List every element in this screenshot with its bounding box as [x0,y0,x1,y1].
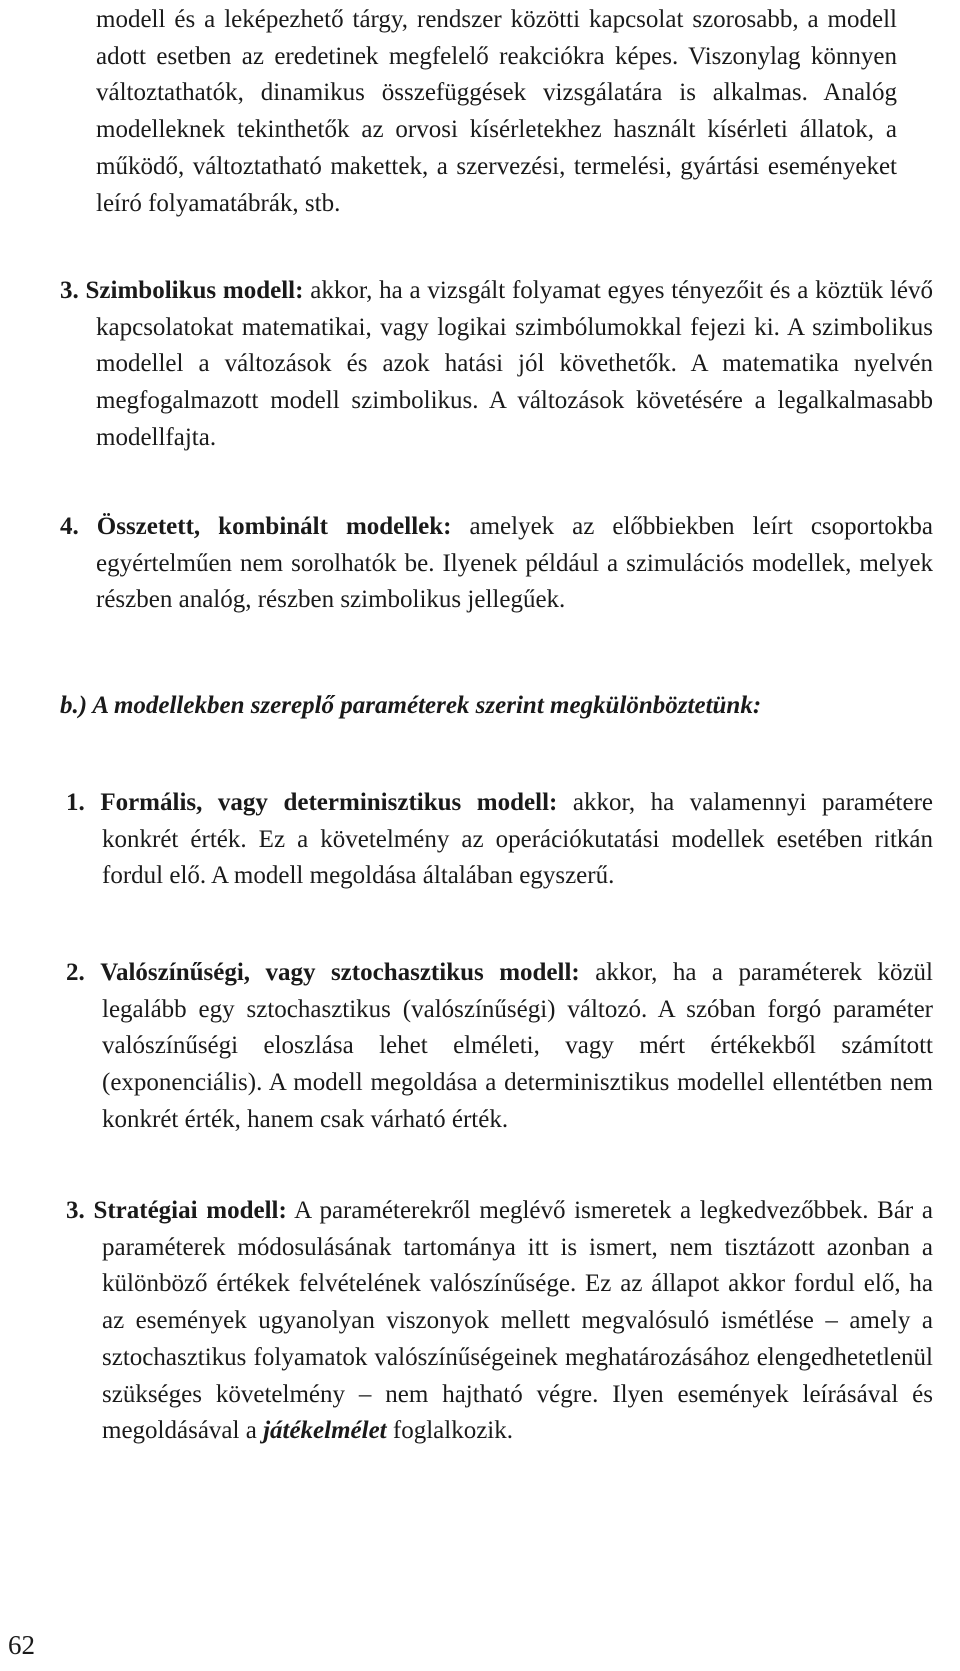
list-item-osszetett-modellek [60,509,933,619]
list-item-valoszinusegi-modell [66,955,933,1139]
item-text: akkor, ha a paraméterek közül legalább egy sztochasztikus (valószínűségi) változó. A szóban forgó paraméter valószínűségi eloszlása lehet elméleti, vagy mért értékekből számított (exponenciális). A modell megoldása a determinisztikus modellel ellentétben nem konkrét érték, hanem csak várható érték. [102,959,934,1133]
list-item-formalis-modell [66,785,933,895]
intro-paragraph: modell és a leképezhető tárgy, rendszer közötti kapcsolat szorosabb, a modell adott esetben az eredetinek megfelelő reakciókra képes. Viszonylag könnyen változtathatók, dinamikus összefüggések vizsgálatára is alkalmas. Analóg modelleknek tekinthetők az orvosi kísérletekhez használt kísérleti állatok, a működő, változtatható makettek, a szervezési, termelési, gyártási eseményeket leíró folyamatábrák, stb. [96,6,897,217]
emphasized-term: játékelmélet [263,1417,387,1445]
item-number: 2. [66,959,85,986]
item-number: 3. [60,277,79,304]
item-number: 1. [66,789,85,816]
page-number: 62 [8,1630,35,1660]
section-heading-b: b.) A modellekben szereplő paraméterek szerint megkülönböztetünk: [60,692,762,719]
item-text: akkor, ha a vizsgált folyamat egyes tényezőit és a köztük lévő kapcsolatokat matematikai, vagy logikai szimbólumokkal fejezi ki. A szimbolikus modellel a változások és azok hatási jól követhetők. A matematika nyelvén megfogalmazott modell szimbolikus. A változások követésére a legalkalmasabb modellfajta. [96,277,934,451]
item-term: Stratégiai modell: [93,1197,287,1224]
item-term: Valószínűségi, vagy sztochasztikus modell: [100,959,580,986]
item-text-tail: foglalkozik. [392,1417,513,1445]
list-item-szimbolikus-modell [60,273,933,457]
list-item-strategiai-modell [66,1193,933,1450]
item-text: amelyek az előbbiekben leírt csoportokba egyértelműen nem sorolhatók be. Ilyenek például a szimulációs modellek, melyek részben analóg, részben szimbolikus jellegűek. [96,513,934,614]
item-text: akkor, ha valamennyi paramétere konkrét érték. Ez a követelmény az operációkutatási modellek esetében ritkán fordul elő. A modell megoldása általában egyszerű. [102,789,934,890]
item-text: A paraméterekről meglévő ismeretek a legkedvezőbbek. Bár a paraméterek módosulásának tartománya itt is ismert, nem tisztázott azonban a különböző értékek felvételének valószínűsége. Ez az állapot akkor fordul elő, ha az események ugyanolyan viszonyok mellett megvalósuló ismétlése – amely a sztochasztikus folyamatok valószínűségeinek meghatározásához elengedhetetlenül szükséges követelmény – nem hajtható végre. Ilyen események leírásával és megoldásával a [102,1197,934,1445]
item-number: 3. [66,1197,85,1224]
item-term: Szimbolikus modell: [85,277,304,304]
item-number: 4. [60,513,79,540]
item-term: Összetett, kombinált modellek: [96,513,452,540]
item-term: Formális, vagy determinisztikus modell: [100,789,558,816]
